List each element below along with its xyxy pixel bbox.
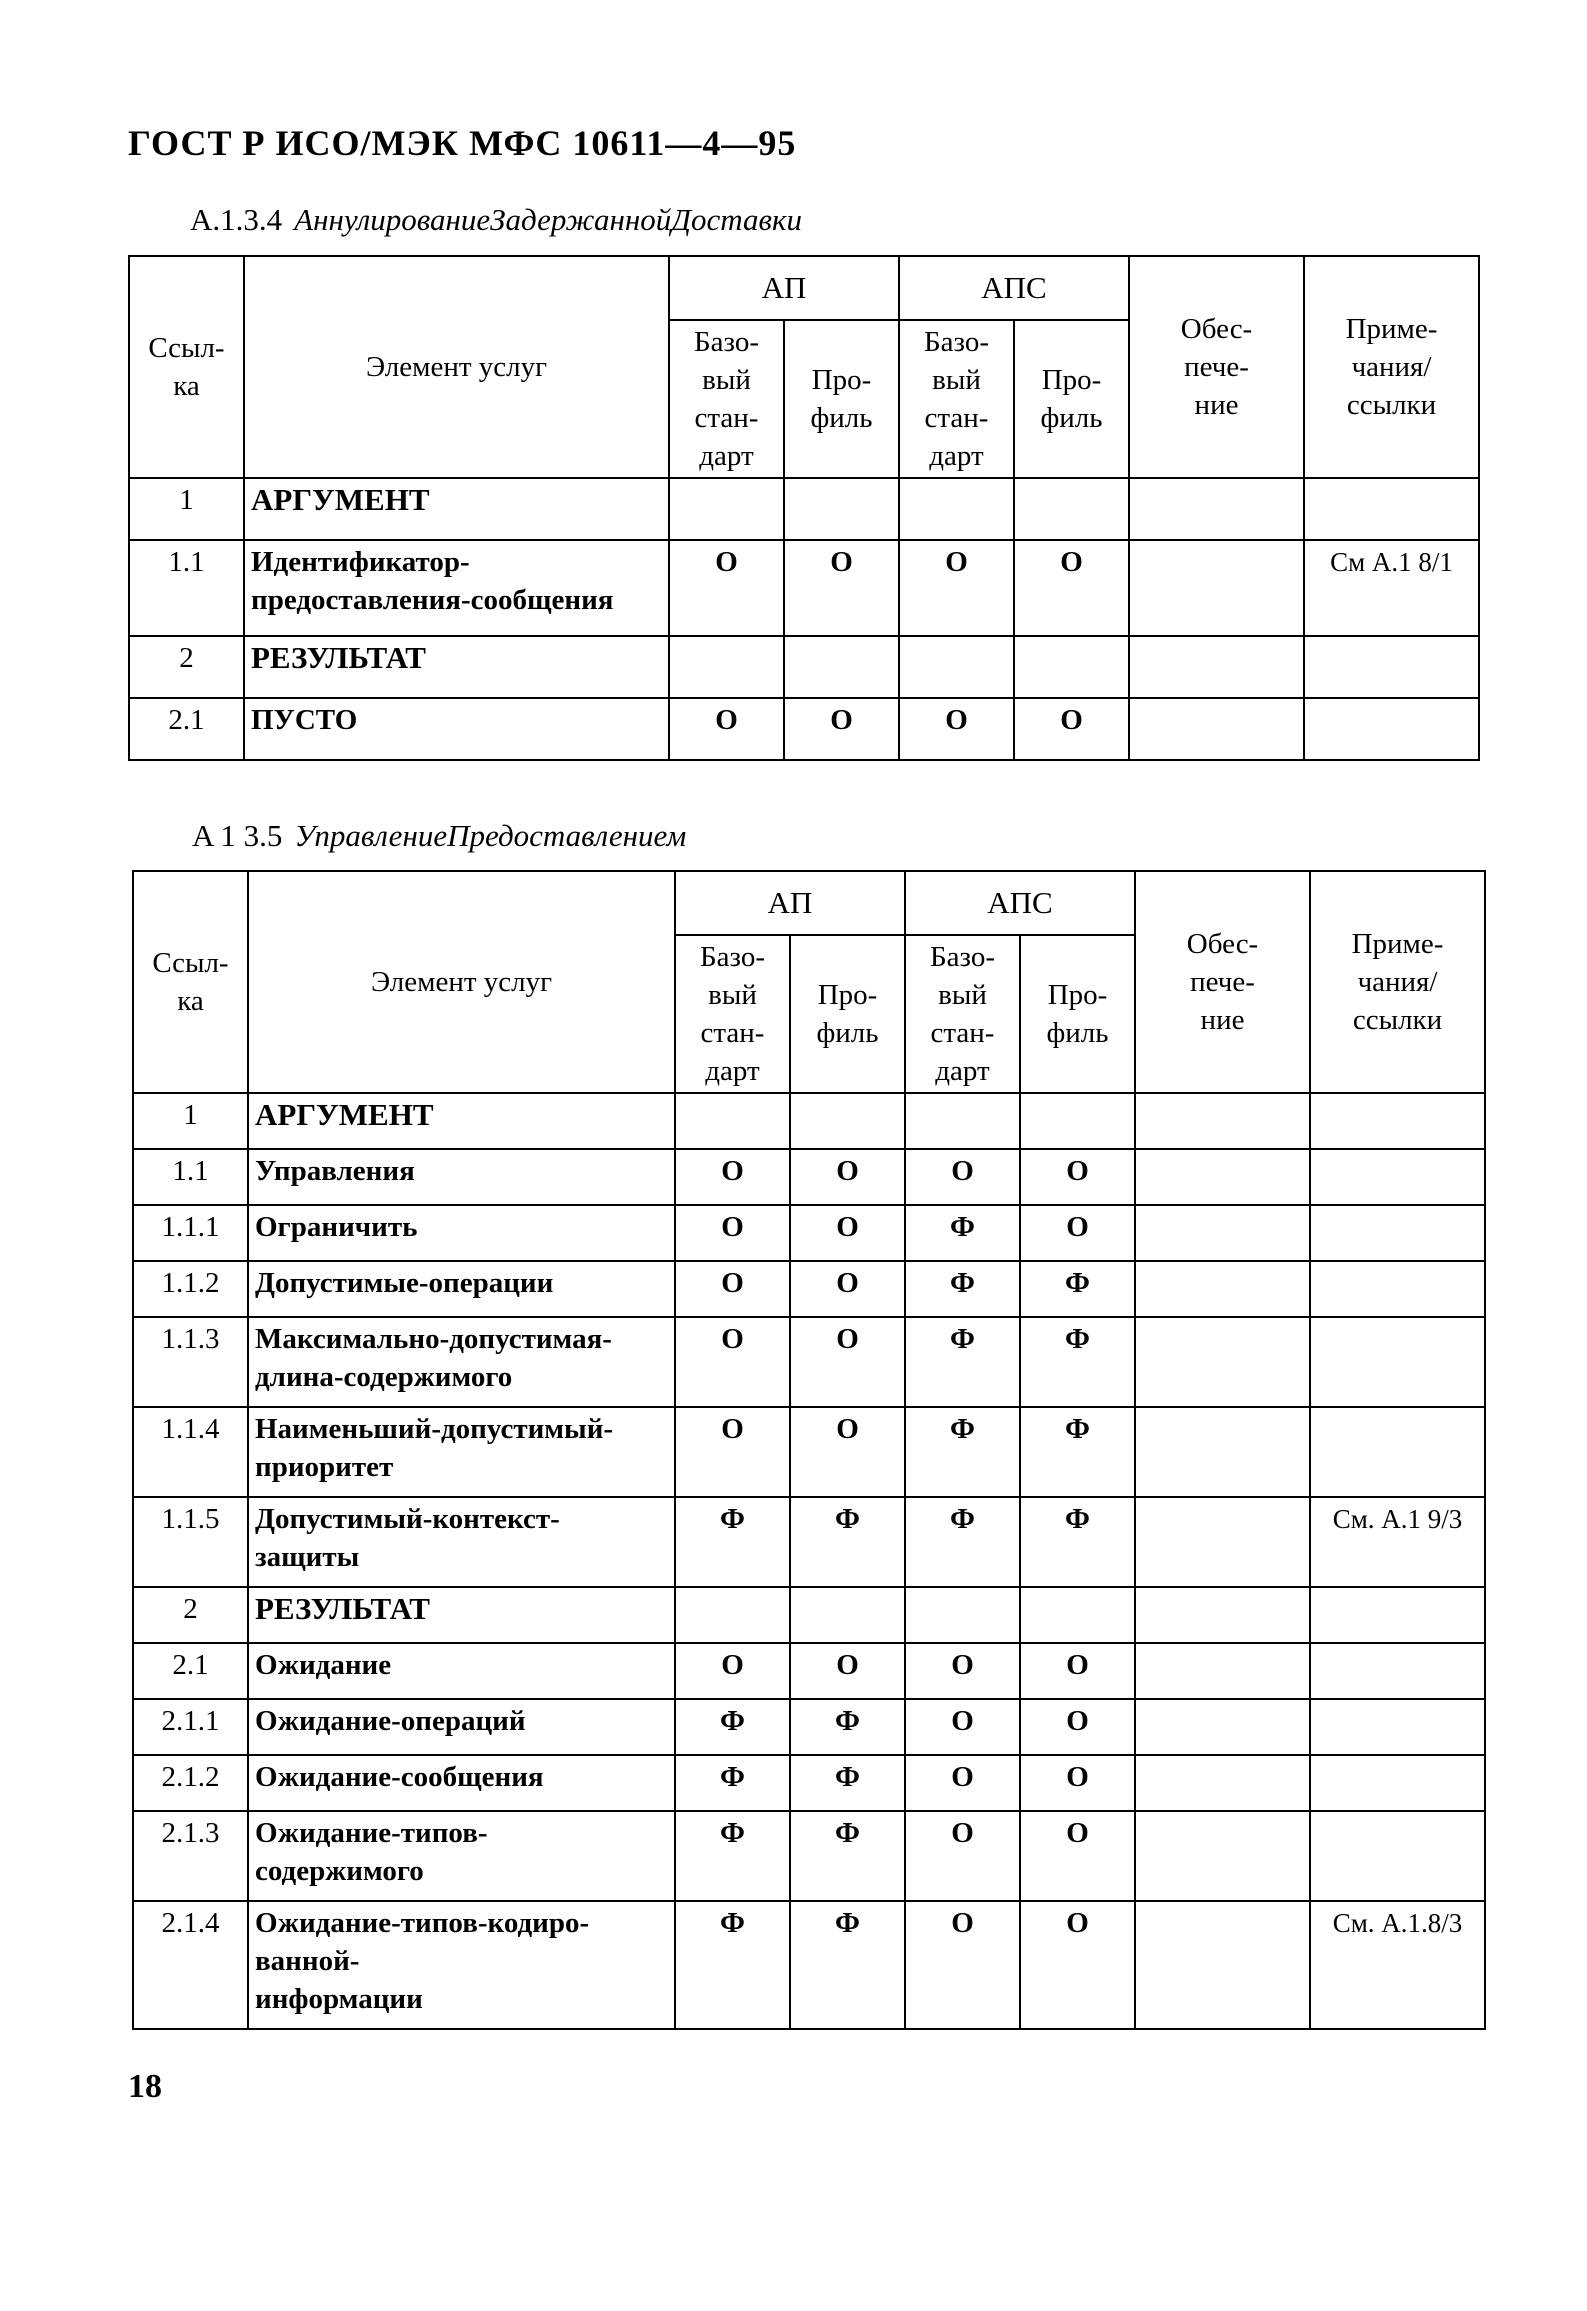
notes-cell: См. A.1.8/3 [1310,1901,1485,2029]
ap-profile-cell: Ф [790,1497,905,1587]
table2-header [133,871,1485,1093]
table-row [133,1643,1485,1699]
notes-cell: См. A.1 9/3 [1310,1497,1485,1587]
aps-base-cell: Ф [905,1407,1020,1497]
page-number: 18 [128,2068,162,2105]
ap-base-cell: Ф [675,1901,790,2029]
support-cell [1135,1587,1310,1643]
header-aps-base: Базо- вый стан- дарт [899,320,1014,478]
ap-base-cell: Ф [675,1497,790,1587]
aps-base-cell: О [899,698,1014,760]
aps-profile-cell: О [1020,1643,1135,1699]
ap-base-cell: О [675,1205,790,1261]
ap-base-cell: О [669,698,784,760]
support-cell [1129,540,1304,636]
ap-profile-cell: О [784,540,899,636]
aps-profile-cell: Ф [1020,1261,1135,1317]
aps-profile-cell [1020,1093,1135,1149]
support-cell [1135,1205,1310,1261]
table2-title [192,818,686,854]
table1-name: АннулированиеЗадержаннойДоставки [294,202,802,237]
table-row [133,1093,1485,1149]
ap-profile-cell: Ф [790,1811,905,1901]
ap-base-cell: Ф [675,1811,790,1901]
ref-cell: 1.1 [133,1149,248,1205]
ap-profile-cell [784,478,899,540]
element-cell: Ожидание-операций [248,1699,675,1755]
ap-base-cell [675,1587,790,1643]
service-table-1 [128,255,1480,761]
aps-profile-cell: О [1014,540,1129,636]
ref-cell: 2.1 [129,698,244,760]
table-row [133,1205,1485,1261]
notes-cell [1310,1643,1485,1699]
ap-base-cell: Ф [675,1699,790,1755]
header-notes: Приме- чания/ ссылки [1304,256,1479,478]
support-cell [1135,1407,1310,1497]
element-cell: Ожидание-типов- содержимого [248,1811,675,1901]
header-element: Элемент услуг [248,871,675,1093]
element-cell: РЕЗУЛЬТАТ [248,1587,675,1643]
ap-profile-cell [790,1093,905,1149]
table-row [133,1811,1485,1901]
header-ap-profile: Про- филь [784,320,899,478]
notes-cell: См A.1 8/1 [1304,540,1479,636]
notes-cell [1304,636,1479,698]
ref-cell: 2.1.1 [133,1699,248,1755]
table2-number: A 1 3.5 [192,818,283,853]
table-row [129,636,1479,698]
element-cell: ПУСТО [244,698,669,760]
aps-base-cell [905,1093,1020,1149]
element-cell: РЕЗУЛЬТАТ [244,636,669,698]
aps-base-cell: Ф [905,1317,1020,1407]
header-aps: АПС [905,871,1135,935]
element-cell: Управления [248,1149,675,1205]
table-row [133,1261,1485,1317]
aps-profile-cell: О [1020,1149,1135,1205]
ap-base-cell: О [675,1261,790,1317]
aps-base-cell: Ф [905,1205,1020,1261]
ref-cell: 1.1 [129,540,244,636]
support-cell [1135,1093,1310,1149]
header-support: Обес- пече- ние [1135,871,1310,1093]
aps-base-cell: О [905,1901,1020,2029]
header-notes: Приме- чания/ ссылки [1310,871,1485,1093]
header-ap: АП [675,871,905,935]
notes-cell [1310,1811,1485,1901]
ap-base-cell: О [675,1317,790,1407]
aps-profile-cell [1014,636,1129,698]
ap-profile-cell: Ф [790,1901,905,2029]
table1-title [190,202,802,238]
ref-cell: 1 [133,1093,248,1149]
ap-base-cell: О [675,1407,790,1497]
table2-name: УправлениеПредоставлением [294,818,687,853]
table-row [133,1317,1485,1407]
ap-base-cell [675,1093,790,1149]
aps-profile-cell [1020,1587,1135,1643]
table1-body [129,478,1479,760]
ref-cell: 2 [133,1587,248,1643]
element-cell: Ожидание-сообщения [248,1755,675,1811]
aps-base-cell [899,636,1014,698]
support-cell [1135,1261,1310,1317]
header-aps-profile: Про- филь [1014,320,1129,478]
aps-base-cell: О [905,1811,1020,1901]
header-aps-base: Базо- вый стан- дарт [905,935,1020,1093]
header-ref: Ссыл- ка [133,871,248,1093]
table-row [133,1587,1485,1643]
table2-body [133,1093,1485,2029]
ap-base-cell: О [669,540,784,636]
support-cell [1135,1317,1310,1407]
ref-cell: 2.1.4 [133,1901,248,2029]
ap-profile-cell: О [790,1261,905,1317]
table-row [133,1699,1485,1755]
ap-profile-cell [784,636,899,698]
aps-base-cell: О [905,1643,1020,1699]
ref-cell: 1.1.3 [133,1317,248,1407]
notes-cell [1310,1755,1485,1811]
ref-cell: 2.1.3 [133,1811,248,1901]
ap-profile-cell: О [790,1643,905,1699]
notes-cell [1310,1205,1485,1261]
ap-base-cell: О [675,1643,790,1699]
aps-profile-cell: О [1020,1811,1135,1901]
header-row-groups [133,871,1485,935]
notes-cell [1310,1587,1485,1643]
table-row [129,478,1479,540]
header-row-groups [129,256,1479,320]
aps-profile-cell: Ф [1020,1497,1135,1587]
header-ap: АП [669,256,899,320]
aps-profile-cell: Ф [1020,1317,1135,1407]
aps-base-cell: О [905,1149,1020,1205]
notes-cell [1310,1407,1485,1497]
ap-profile-cell [790,1587,905,1643]
notes-cell [1310,1261,1485,1317]
header-ap-profile: Про- филь [790,935,905,1093]
support-cell [1135,1811,1310,1901]
header-element: Элемент услуг [244,256,669,478]
ap-profile-cell: Ф [790,1755,905,1811]
table-row [129,698,1479,760]
element-cell: Ожидание-типов-кодиро- ванной- информации [248,1901,675,2029]
ap-profile-cell: О [790,1407,905,1497]
support-cell [1135,1643,1310,1699]
ref-cell: 1.1.5 [133,1497,248,1587]
ap-base-cell [669,478,784,540]
aps-profile-cell: О [1014,698,1129,760]
support-cell [1129,698,1304,760]
aps-profile-cell: О [1020,1205,1135,1261]
service-table-2 [132,870,1486,2030]
element-cell: АРГУМЕНТ [248,1093,675,1149]
ref-cell: 1 [129,478,244,540]
aps-profile-cell: О [1020,1901,1135,2029]
header-aps: АПС [899,256,1129,320]
aps-base-cell: О [905,1755,1020,1811]
table1-header [129,256,1479,478]
element-cell: АРГУМЕНТ [244,478,669,540]
ap-profile-cell: О [784,698,899,760]
element-cell: Ограничить [248,1205,675,1261]
ref-cell: 2 [129,636,244,698]
table-row [129,540,1479,636]
element-cell: Допустимые-операции [248,1261,675,1317]
element-cell: Наименьший-допустимый- приоритет [248,1407,675,1497]
aps-profile-cell [1014,478,1129,540]
table-row [133,1407,1485,1497]
notes-cell [1304,698,1479,760]
ap-base-cell: Ф [675,1755,790,1811]
element-cell: Ожидание [248,1643,675,1699]
aps-base-cell: Ф [905,1497,1020,1587]
support-cell [1135,1149,1310,1205]
ap-profile-cell: О [790,1149,905,1205]
aps-base-cell: О [899,540,1014,636]
ap-profile-cell: О [790,1317,905,1407]
support-cell [1135,1755,1310,1811]
element-cell: Допустимый-контекст- защиты [248,1497,675,1587]
notes-cell [1310,1699,1485,1755]
ref-cell: 1.1.1 [133,1205,248,1261]
table1-number: A.1.3.4 [190,202,283,237]
header-ap-base: Базо- вый стан- дарт [675,935,790,1093]
notes-cell [1310,1317,1485,1407]
ap-profile-cell: О [790,1205,905,1261]
ref-cell: 2.1 [133,1643,248,1699]
support-cell [1135,1699,1310,1755]
table-row [133,1901,1485,2029]
header-ref: Ссыл- ка [129,256,244,478]
element-cell: Максимально-допустимая- длина-содержимого [248,1317,675,1407]
aps-base-cell: Ф [905,1261,1020,1317]
support-cell [1135,1901,1310,2029]
aps-base-cell: О [905,1699,1020,1755]
ref-cell: 1.1.2 [133,1261,248,1317]
ap-base-cell [669,636,784,698]
ap-profile-cell: Ф [790,1699,905,1755]
notes-cell [1304,478,1479,540]
ref-cell: 2.1.2 [133,1755,248,1811]
aps-base-cell [905,1587,1020,1643]
aps-profile-cell: О [1020,1755,1135,1811]
header-support: Обес- пече- ние [1129,256,1304,478]
support-cell [1129,478,1304,540]
ref-cell: 1.1.4 [133,1407,248,1497]
table-row [133,1755,1485,1811]
support-cell [1135,1497,1310,1587]
header-ap-base: Базо- вый стан- дарт [669,320,784,478]
table-row [133,1497,1485,1587]
aps-base-cell [899,478,1014,540]
aps-profile-cell: Ф [1020,1407,1135,1497]
element-cell: Идентификатор- предоставления-сообщения [244,540,669,636]
support-cell [1129,636,1304,698]
ap-base-cell: О [675,1149,790,1205]
aps-profile-cell: О [1020,1699,1135,1755]
page-header: ГОСТ Р ИСО/МЭК МФС 10611—4—95 [128,123,797,163]
notes-cell [1310,1149,1485,1205]
table-row [133,1149,1485,1205]
header-aps-profile: Про- филь [1020,935,1135,1093]
notes-cell [1310,1093,1485,1149]
